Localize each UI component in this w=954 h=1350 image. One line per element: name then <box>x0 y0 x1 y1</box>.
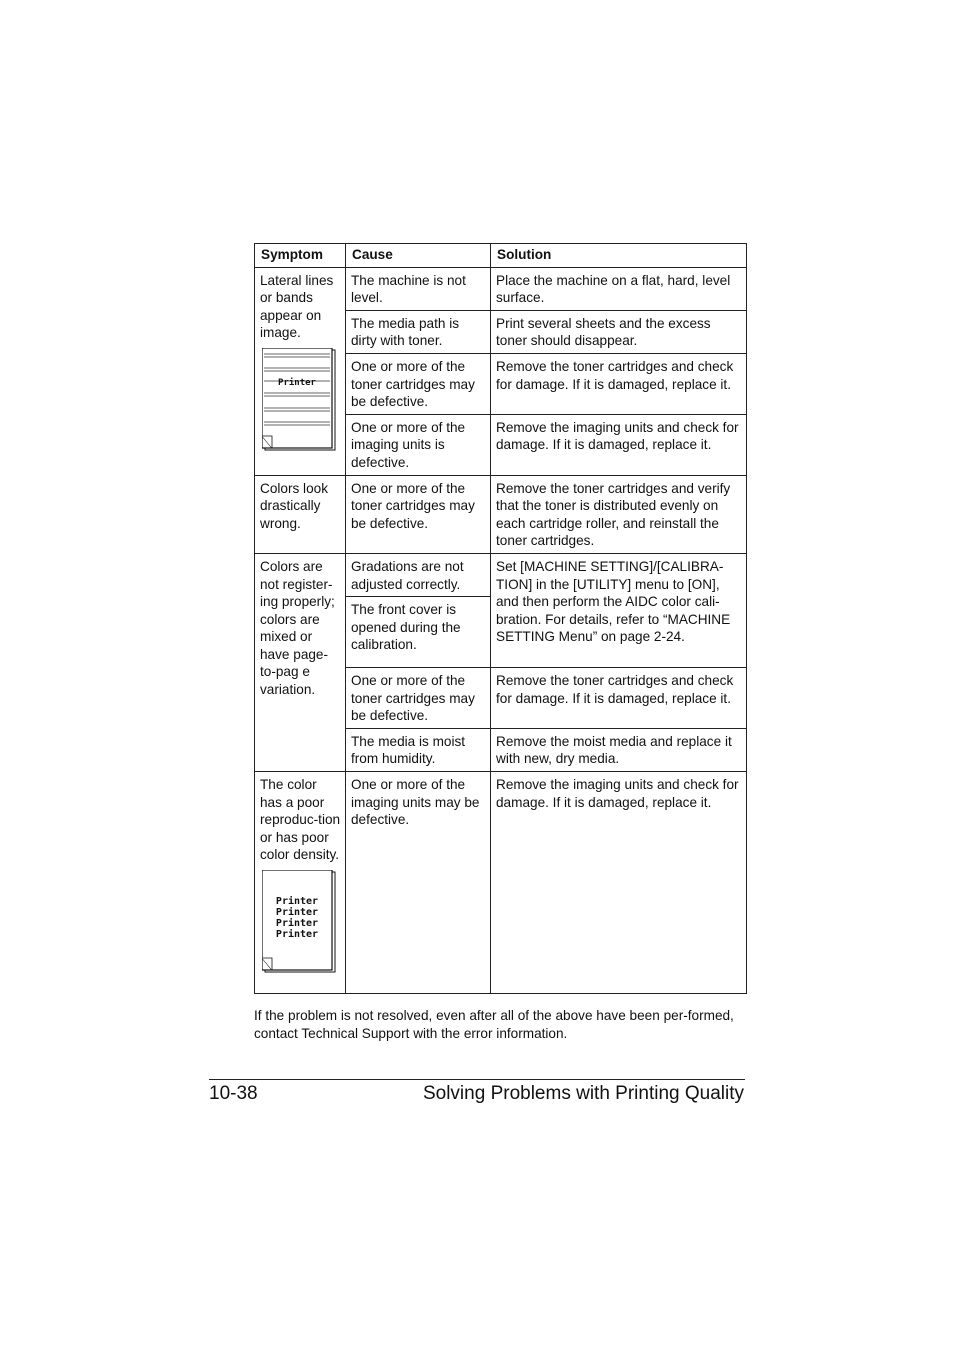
cause-cell: One or more of the toner cartridges may be defective. <box>346 668 491 729</box>
faded-page-illustration <box>262 870 336 974</box>
illustration-line: Printer <box>275 918 319 930</box>
page-number: 10-38 <box>209 1083 258 1104</box>
solution-cell: Remove the toner cartridges and verify that the toner is distributed evenly on each cartridge roller, and reinstall the toner cartridges. <box>491 475 747 553</box>
solution-cell: Print several sheets and the excess toner should disappear. <box>491 310 747 353</box>
table-row <box>255 267 747 310</box>
illustration-line: Printer <box>275 929 319 941</box>
symptom-cell <box>255 772 346 994</box>
symptom-text: Lateral lines or bands appear on image. <box>260 272 334 341</box>
footer-divider <box>209 1079 745 1080</box>
table-row <box>255 772 747 994</box>
illustration-line: Printer <box>275 907 319 919</box>
cause-cell: Gradations are not adjusted correctly. <box>346 553 491 596</box>
illustration-label: Printer <box>278 377 316 388</box>
header-cause: Cause <box>346 244 491 268</box>
table-row <box>255 553 747 596</box>
header-solution: Solution <box>491 244 747 268</box>
illustration-line: Printer <box>275 896 319 908</box>
table-header-row <box>255 244 747 268</box>
solution-cell: Remove the moist media and replace it with new, dry media. <box>491 728 747 771</box>
solution-cell: Remove the toner cartridges and check for damage. If it is damaged, replace it. <box>491 353 747 414</box>
cause-cell: The machine is not level. <box>346 267 491 310</box>
cause-cell: One or more of the toner cartridges may be defective. <box>346 353 491 414</box>
cause-cell: The front cover is opened during the calibration. <box>346 597 491 668</box>
banded-page-illustration <box>262 348 336 452</box>
solution-cell: Place the machine on a flat, hard, level surface. <box>491 267 747 310</box>
solution-cell: Remove the imaging units and check for damage. If it is damaged, replace it. <box>491 772 747 994</box>
symptom-cell: Colors are not register-ing properly; colors are mixed or have page-to-pag e variation. <box>255 553 346 771</box>
cause-cell: The media path is dirty with toner. <box>346 310 491 353</box>
symptom-cell: Colors look drastically wrong. <box>255 475 346 553</box>
solution-cell: Remove the imaging units and check for damage. If it is damaged, replace it. <box>491 414 747 475</box>
solution-cell: Set [MACHINE SETTING]/[CALIBRA-TION] in the [UTILITY] menu to [ON], and then perform the AIDC color cali-bration. For details, refer to “MACHINE SETTING Menu” on page 2-24. <box>491 553 747 667</box>
cause-cell: The media is moist from humidity. <box>346 728 491 771</box>
solution-cell: Remove the toner cartridges and check for damage. If it is damaged, replace it. <box>491 668 747 729</box>
troubleshooting-table <box>254 243 747 994</box>
cause-cell: One or more of the toner cartridges may be defective. <box>346 475 491 553</box>
section-title: Solving Problems with Printing Quality <box>422 1083 744 1104</box>
symptom-text: The color has a poor reproduc-tion or has poor color density. <box>260 777 341 863</box>
header-symptom: Symptom <box>255 244 346 268</box>
cause-cell: One or more of the imaging units may be defective. <box>346 772 491 994</box>
table-row <box>255 475 747 553</box>
symptom-cell <box>255 267 346 475</box>
support-note: If the problem is not resolved, even after all of the above have been per-formed, contact Technical Support with the error information. <box>254 1008 734 1041</box>
cause-cell: One or more of the imaging units is defective. <box>346 414 491 475</box>
